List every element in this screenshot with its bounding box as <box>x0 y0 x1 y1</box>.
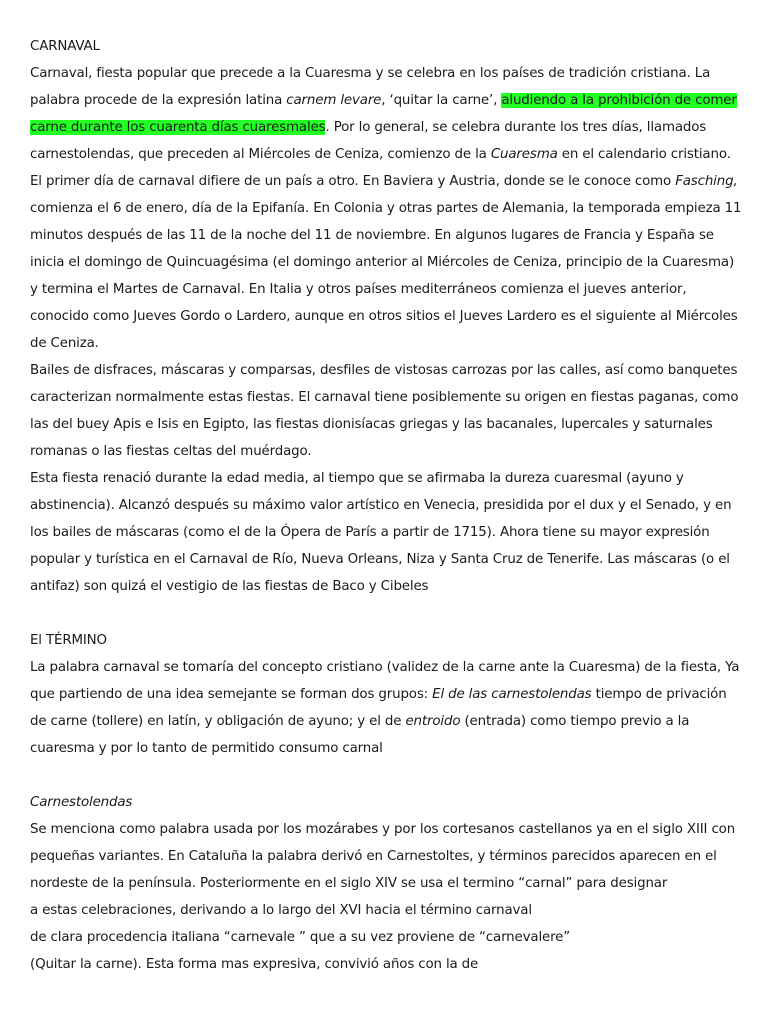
paragraph-termino: La palabra carnaval se tomaría del concepto cristiano (validez de la carne ante la Cuaresma) de la fiesta, Ya que partiendo de una idea semejante se forman dos grupos: El de las carnestolendas tiempo de privación de carne (tollere) en latín, y obligación de ayuno; y el de entroido (entrada) como tiempo previo a la cuaresma y por lo tanto de permitido consumo carnal <box>30 660 740 756</box>
italic-cuaresma: Cuaresma <box>490 147 558 162</box>
document-page <box>30 33 742 978</box>
paragraph-renacio: Esta fiesta renació durante la edad media, al tiempo que se afirmaba la dureza cuaresmal (ayuno y abstinencia). Alcanzó después su máximo valor artístico en Venecia, presidida por el dux y el Senado, y en los bailes de máscaras (como el de la Ópera de París a partir de 1715). Ahora tiene su mayor expresión popular y turística en el Carnaval de Río, Nueva Orleans, Niza y Santa Cruz de Tenerife. Las máscaras (o el antifaz) son quizá el vestigio de las fiestas de Baco y Cibeles <box>30 471 732 594</box>
heading-termino: El TÉRMINO <box>30 633 107 648</box>
blank-line <box>30 762 742 789</box>
italic-entroido: entroido <box>405 714 461 729</box>
carnestolendas-line-4: (Quitar la carne). Esta forma mas expresiva, convivió años con la de <box>30 957 479 972</box>
heading-carnaval: CARNAVAL <box>30 39 100 54</box>
carnestolendas-line-2: a estas celebraciones, derivando a lo largo del XVI hacia el término carnaval <box>30 903 532 918</box>
italic-fasching: Fasching, <box>675 174 738 189</box>
paragraph-carnaval-intro: Carnaval, fiesta popular que precede a la Cuaresma y se celebra en los países de tradición cristiana. La palabra procede de la expresión latina carnem levare, ‘quitar la carne’, aludiendo a la prohibición de comer carne durante los cuarenta días cuaresmales. Por lo general, se celebra durante los tres días, llamados carnestolendas, que preceden al Miércoles de Ceniza, comienzo de la Cuaresma en el calendario cristiano. El primer día de carnaval difiere de un país a otro. En Baviera y Austria, donde se le conoce como Fasching, comienza el 6 de enero, día de la Epifanía. En Colonia y otras partes de Alemania, la temporada empieza 11 minutos después de las 11 de la noche del 11 de noviembre. En algunos lugares de Francia y España se inicia el domingo de Quincuagésima (el domingo anterior al Miércoles de Ceniza, principio de la Cuaresma) y termina el Martes de Carnaval. En Italia y otros países mediterráneos comienza el jueves anterior, conocido como Jueves Gordo o Lardero, aunque en otros sitios el Jueves Lardero es el siguiente al Miércoles de Ceniza. <box>30 66 742 351</box>
heading-carnestolendas: Carnestolendas <box>30 795 133 810</box>
carnestolendas-line-1: Se menciona como palabra usada por los mozárabes y por los cortesanos castellanos ya en el siglo XIII con pequeñas variantes. En Cataluña la palabra derivó en Carnestoltes, y términos parecidos aparecen en el nordeste de la península. Posteriormente en el siglo XIV se usa el termino “carnal” para designar <box>30 822 736 891</box>
italic-carnestolendas: El de las carnestolendas <box>432 687 592 702</box>
highlighted-text: aludiendo a la prohibición de comer carne durante los cuarenta días cuaresmales <box>30 93 737 135</box>
latin-phrase: carnem levare <box>286 93 382 108</box>
blank-line <box>30 600 742 627</box>
carnestolendas-line-3: de clara procedencia italiana “carnevale ” que a su vez proviene de “carnevalere” <box>30 930 571 945</box>
paragraph-bailes: Bailes de disfraces, máscaras y comparsas, desfiles de vistosas carrozas por las calles, así como banquetes caracterizan normalmente estas fiestas. El carnaval tiene posiblemente su origen en fiestas paganas, como las del buey Apis e Isis en Egipto, las fiestas dionisíacas griegas y las bacanales, lupercales y saturnales romanas o las fiestas celtas del muérdago. <box>30 363 739 459</box>
